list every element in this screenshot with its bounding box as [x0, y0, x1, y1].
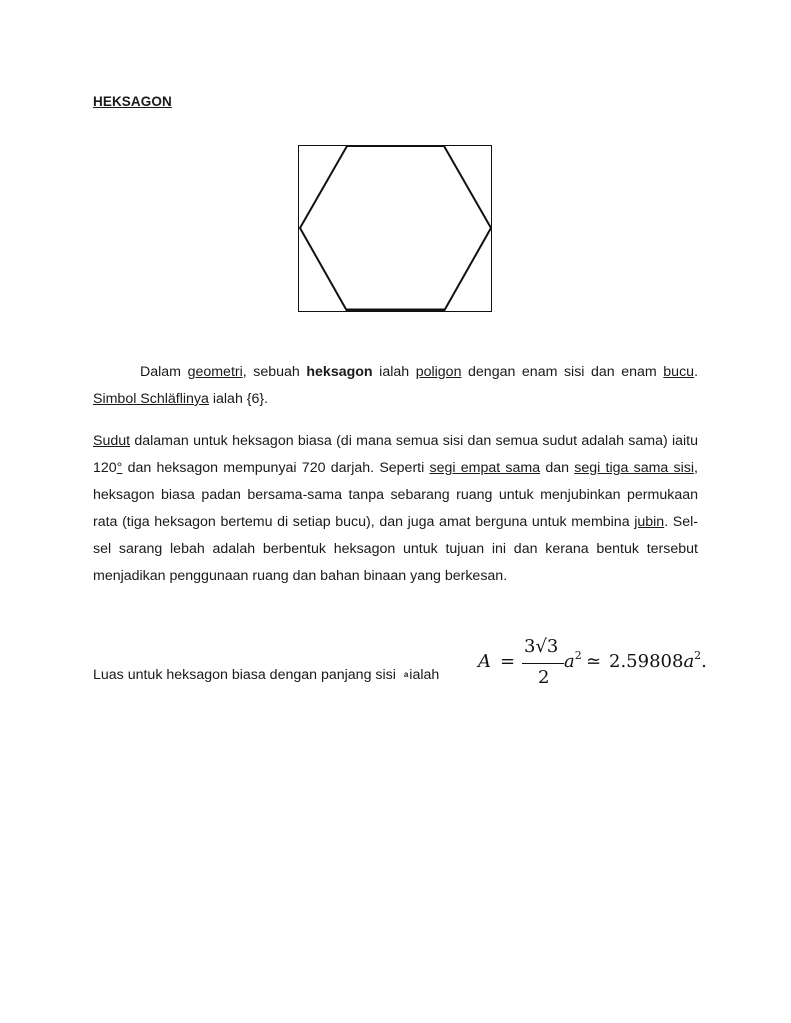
figure-frame — [299, 146, 492, 312]
paragraph-angles: Sudut dalaman untuk heksagon biasa (di mana semua sisi dan semua sudut adalah sama) iaitu 120° dan heksagon mempunyai 720 darjah. Seperti segi empat sama dan segi tiga sama sisi, heksagon biasa padan bersama-sama tanpa sebarang ruang untuk menjubinkan permukaan rata (tiga heksagon bertemu di setiap bucu), dan juga amat berguna untuk membina jubin. Sel-sel sarang lebah adalah berbentuk heksagon untuk tujuan ini dan kerana bentuk tersebut menjadikan penggunaan ruang dan bahan binaan yang berkesan. — [93, 433, 698, 584]
link-geometri[interactable]: geometri — [187, 364, 243, 380]
link-poligon[interactable]: poligon — [415, 364, 462, 380]
fraction-numerator: 3√3 — [524, 636, 559, 657]
link-segi-tiga-sama-sisi[interactable]: segi tiga sama sisi — [574, 460, 695, 476]
formula-approx: ≃ — [586, 651, 602, 672]
link-bucu[interactable]: bucu — [663, 364, 695, 380]
formula-equals: = — [500, 651, 516, 672]
link-segi-empat-sama[interactable]: segi empat sama — [429, 460, 541, 476]
page-heading: HEKSAGON — [93, 94, 172, 109]
paragraph-definition: Dalam geometri, sebuah heksagon ialah poligon dengan enam sisi dan enam bucu. Simbol Schläflinya ialah {6}. — [93, 364, 699, 407]
link-jubin[interactable]: jubin — [634, 514, 665, 530]
link-sudut[interactable]: Sudut — [93, 433, 131, 449]
formula-lhs: A — [478, 651, 491, 672]
hexagon-figure — [298, 145, 493, 313]
formula-a-squared: $a^2$ — [564, 649, 582, 672]
side-variable: a — [403, 669, 409, 679]
formula-value: $2.59808a^2$. — [609, 649, 707, 672]
fraction-bar — [522, 663, 564, 664]
link-degree[interactable]: ° — [116, 460, 123, 476]
area-sentence: Luas untuk heksagon biasa dengan panjang sisi aialah — [93, 667, 440, 683]
link-simbol-schlafli[interactable]: Simbol Schläflinya — [93, 391, 209, 407]
formula-fraction — [522, 636, 564, 692]
hexagon-diagram — [298, 145, 493, 313]
term-heksagon: heksagon — [306, 364, 373, 380]
fraction-denominator: 2 — [538, 667, 550, 688]
